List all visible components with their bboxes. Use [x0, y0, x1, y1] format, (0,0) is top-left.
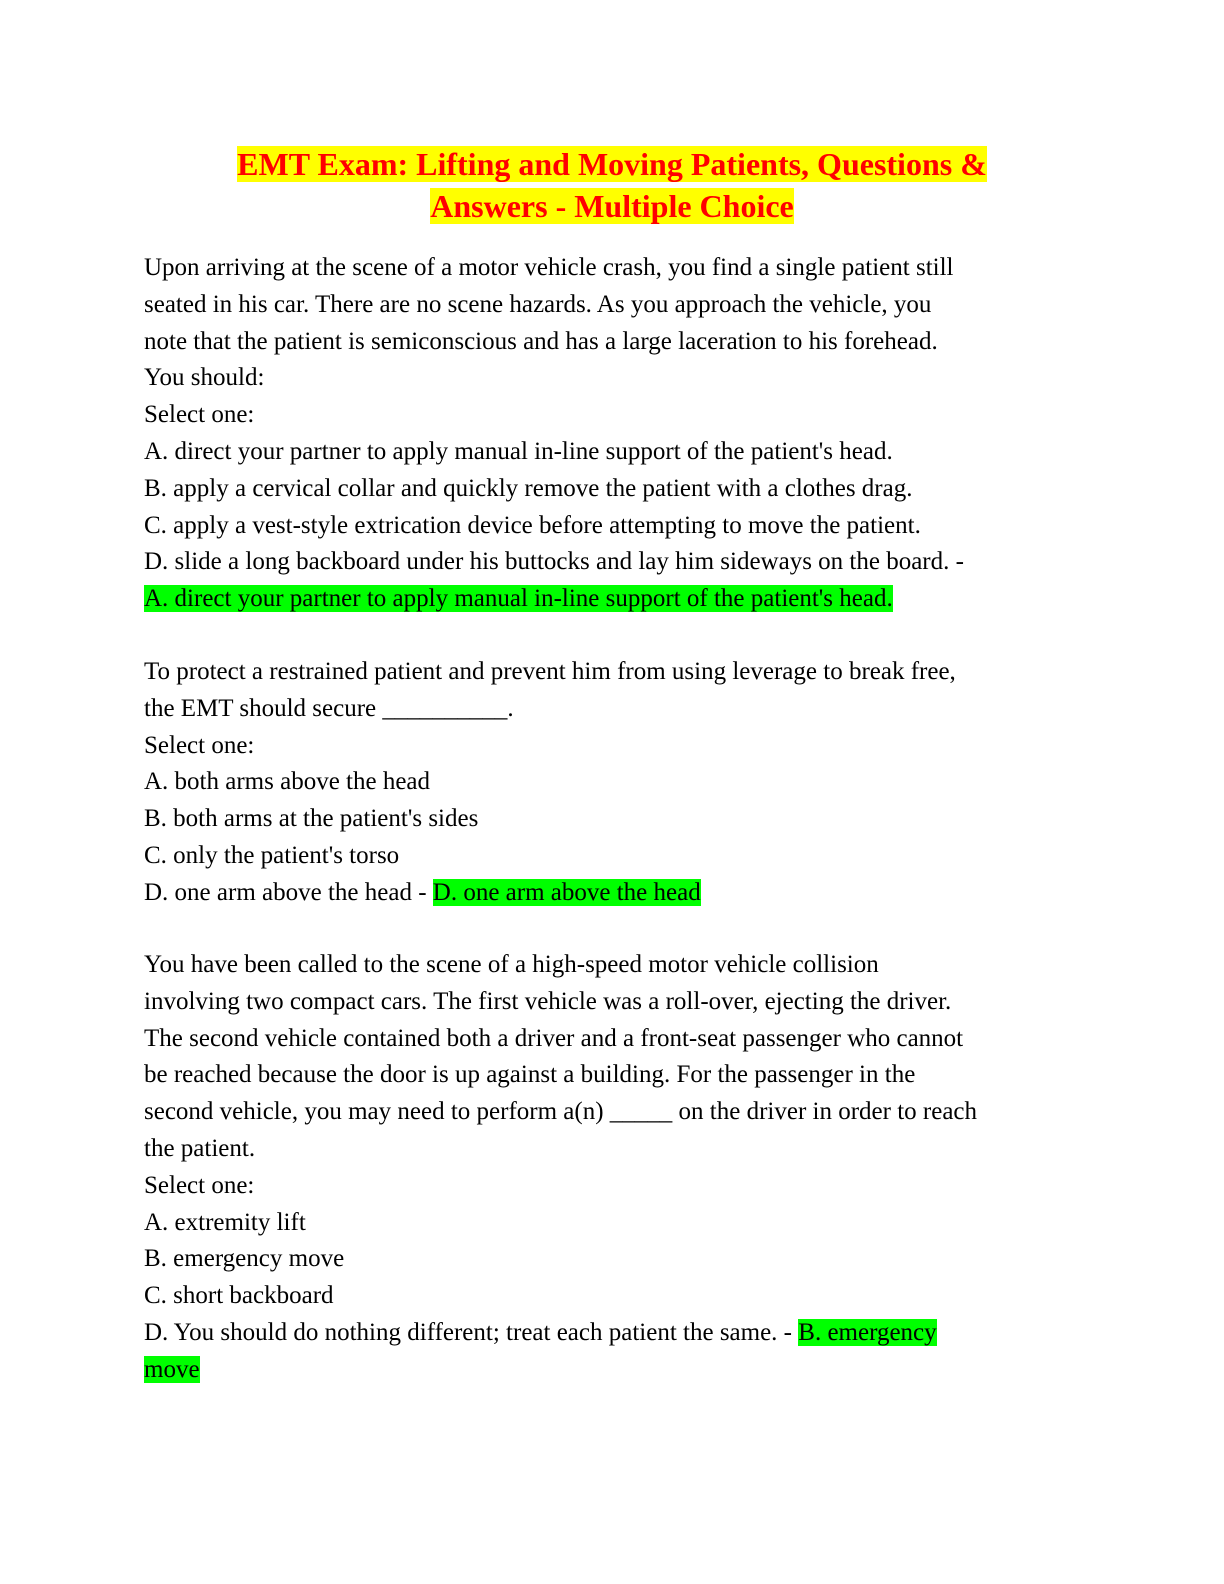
- select-prompt: Select one:: [144, 731, 255, 759]
- answer-highlight: D. one arm above the head: [432, 878, 701, 906]
- title-line-2: Answers - Multiple Choice: [430, 188, 794, 224]
- option-b: B. both arms at the patient's sides: [144, 805, 479, 833]
- option-a: A. extremity lift: [144, 1208, 306, 1236]
- option-c: C. apply a vest-style extrication device before attempting to move the patient.: [144, 511, 921, 539]
- question-1: [144, 250, 1104, 618]
- question-stem-line: To protect a restrained patient and prevent him from using leverage to break free,: [144, 658, 956, 685]
- question-stem-line: Upon arriving at the scene of a motor vehicle crash, you find a single patient still: [144, 254, 954, 281]
- option-d: D. You should do nothing different; treat each patient the same. -: [144, 1318, 793, 1346]
- select-prompt: Select one:: [144, 401, 255, 429]
- select-prompt: Select one:: [144, 1171, 255, 1199]
- question-stem-line: seated in his car. There are no scene hazards. As you approach the vehicle, you: [144, 290, 932, 318]
- option-d-with-answer: [144, 1315, 1104, 1352]
- question-stem-line: The second vehicle contained both a driver and a front-seat passenger who cannot: [144, 1024, 964, 1052]
- option-a: A. direct your partner to apply manual in-line support of the patient's head.: [144, 437, 893, 465]
- document-title: [100, 143, 1124, 227]
- option-a: A. both arms above the head: [144, 768, 431, 796]
- option-d: D. slide a long backboard under his buttocks and lay him sideways on the board. -: [144, 548, 964, 576]
- question-3: [144, 947, 1104, 1389]
- question-2: [144, 654, 1104, 912]
- option-c: C. only the patient's torso: [144, 841, 400, 869]
- question-stem-line: You should:: [144, 364, 265, 392]
- option-b: B. emergency move: [144, 1245, 345, 1273]
- option-d-with-answer: [144, 875, 1104, 912]
- question-stem-line: involving two compact cars. The first vehicle was a roll-over, ejecting the driver.: [144, 987, 952, 1015]
- option-c: C. short backboard: [144, 1282, 334, 1310]
- option-d: D. one arm above the head -: [144, 878, 427, 906]
- question-stem-line: second vehicle, you may need to perform a(n) _____ on the driver in order to reach: [144, 1098, 978, 1126]
- question-stem-line: the EMT should secure __________.: [144, 694, 514, 722]
- question-stem-line: You have been called to the scene of a high-speed motor vehicle collision: [144, 951, 879, 978]
- answer-highlight: A. direct your partner to apply manual in-line support of the patient's head.: [144, 585, 893, 613]
- title-line-1: EMT Exam: Lifting and Moving Patients, Questions &: [237, 146, 987, 182]
- question-stem-line: the patient.: [144, 1134, 256, 1162]
- option-b: B. apply a cervical collar and quickly remove the patient with a clothes drag.: [144, 474, 913, 502]
- answer-highlight: B. emergency: [798, 1318, 937, 1346]
- answer-highlight-continued: move: [144, 1355, 200, 1383]
- question-stem-line: be reached because the door is up against a building. For the passenger in the: [144, 1061, 916, 1089]
- question-stem-line: note that the patient is semiconscious and has a large laceration to his forehead.: [144, 327, 938, 355]
